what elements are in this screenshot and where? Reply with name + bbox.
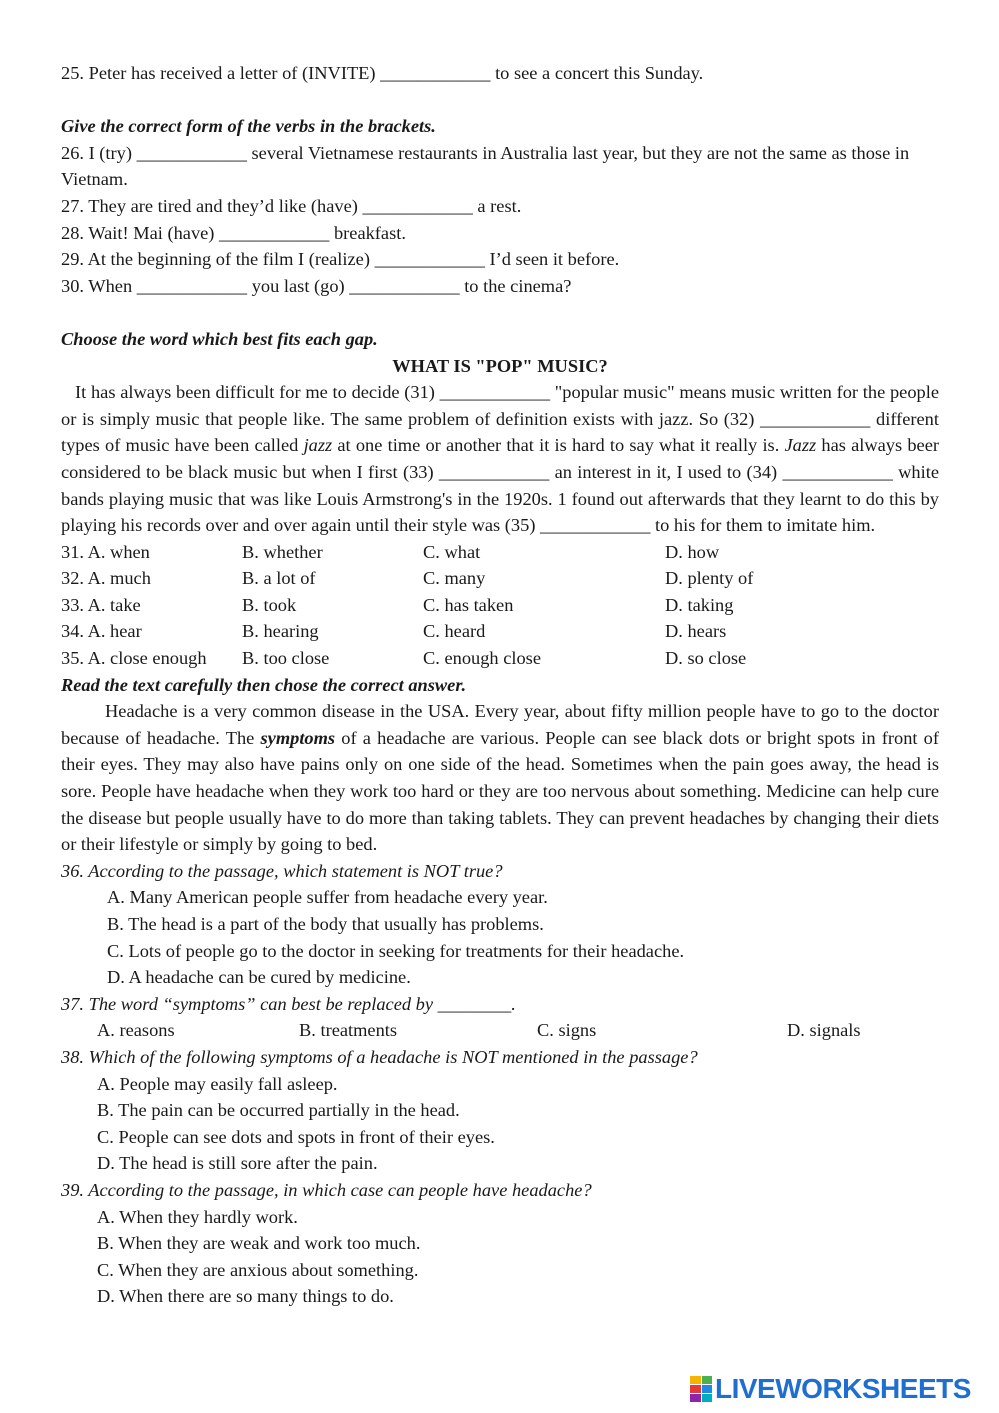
q39-option-a: A. When they hardly work. — [97, 1206, 298, 1227]
section-gap-heading: Choose the word which best fits each gap. — [61, 328, 378, 349]
question-39: 39. According to the passage, in which case can people have headache? — [61, 1179, 592, 1200]
question-26: 26. I (try) ____________ several Vietnamese restaurants in Australia last year, but they are not the same as those in Vietnam. — [61, 142, 910, 190]
passage-title: WHAT IS "POP" MUSIC? — [392, 355, 608, 376]
liveworksheets-logo-icon — [690, 1376, 712, 1402]
q36-option-b: B. The head is a part of the body that usually has problems. — [107, 914, 544, 934]
q38-option-c: C. People can see dots and spots in front of their eyes. — [97, 1126, 495, 1147]
headache-passage: Headache is a very common disease in the USA. Every year, about fifty million people have to go to the doctor because of headache. The symptoms of a headache are various. People can see black dots or bright spots in front of their eyes. They may also have pains only on one side of the head. Sometimes when the pain goes away, the head is sore. People have headache when they work too hard or they are too nervous about something. Medicine can help cure the disease but people usually have to do more than taking tablets. They can prevent headaches by changing their diets or their lifestyle or simply by going to bed. — [61, 701, 939, 855]
q37-options: A. reasons B. treatments C. signs D. signals — [97, 1020, 861, 1041]
question-28: 28. Wait! Mai (have) ____________ breakfast. — [61, 222, 406, 243]
q38-option-d: D. The head is still sore after the pain. — [97, 1153, 378, 1174]
mc-row-34: 34. A. hear B. hearing C. heard D. hears — [61, 621, 727, 642]
mc-row-35: 35. A. close enough B. too close C. enough close D. so close — [61, 648, 747, 669]
q36-option-a: A. Many American people suffer from headache every year. — [107, 887, 548, 908]
q38-option-b: B. The pain can be occurred partially in the head. — [97, 1100, 460, 1121]
jazz-word: Jazz — [784, 435, 817, 456]
q36-option-c: C. Lots of people go to the doctor in seeking for treatments for their headache. — [107, 940, 685, 961]
question-36: 36. According to the passage, which statement is NOT true? — [61, 860, 503, 881]
q39-option-d: D. When there are so many things to do. — [97, 1286, 394, 1307]
worksheet-page — [61, 60, 939, 1310]
mc-row-31: 31. A. when B. whether C. what D. how — [61, 541, 720, 562]
jazz-word: jazz — [303, 435, 333, 456]
symptoms-word: symptoms — [260, 727, 336, 748]
section-read-heading: Read the text carefully then chose the correct answer. — [61, 674, 467, 695]
question-38: 38. Which of the following symptoms of a headache is NOT mentioned in the passage? — [61, 1046, 698, 1067]
q39-option-b: B. When they are weak and work too much. — [97, 1233, 421, 1254]
question-29: 29. At the beginning of the film I (realize) ____________ I’d seen it before. — [61, 249, 620, 270]
section-verbs-heading: Give the correct form of the verbs in the brackets. — [61, 116, 436, 137]
q38-option-a: A. People may easily fall asleep. — [97, 1073, 338, 1094]
pop-music-passage: It has always been difficult for me to decide (31) ____________ "popular music" means music written for the people or is simply music that people like. The same problem of definition exists with jazz. So (32) ____________ different types of music have been called jazz at one time or another that it is hard to say what it really is. Jazz has always beer considered to be black music but when I first (33) ____________ an interest in it, I used to (34) ____________ white bands playing music that was like Louis Armstrong's in the 1920s. 1 found out afterwards that they learnt to do this by playing his records over and over again until their style was (35) ____________ to his for them to imitate him. — [61, 382, 939, 536]
liveworksheets-logo-text: LIVEWORKSHEETS — [715, 1373, 971, 1404]
question-30: 30. When ____________ you last (go) ____________ to the cinema? — [61, 275, 572, 296]
mc-row-33: 33. A. take B. took C. has taken D. taking — [61, 594, 734, 615]
question-27: 27. They are tired and they’d like (have) ____________ a rest. — [61, 195, 522, 216]
question-25: 25. Peter has received a letter of (INVITE) ____________ to see a concert this Sunday. — [61, 63, 704, 83]
question-37: 37. The word “symptoms” can best be replaced by ________. — [61, 993, 516, 1014]
q36-option-d: D. A headache can be cured by medicine. — [107, 967, 411, 988]
q39-option-c: C. When they are anxious about something. — [97, 1259, 419, 1280]
liveworksheets-logo — [690, 1374, 971, 1404]
mc-row-32: 32. A. much B. a lot of C. many D. plenty of — [61, 568, 754, 589]
